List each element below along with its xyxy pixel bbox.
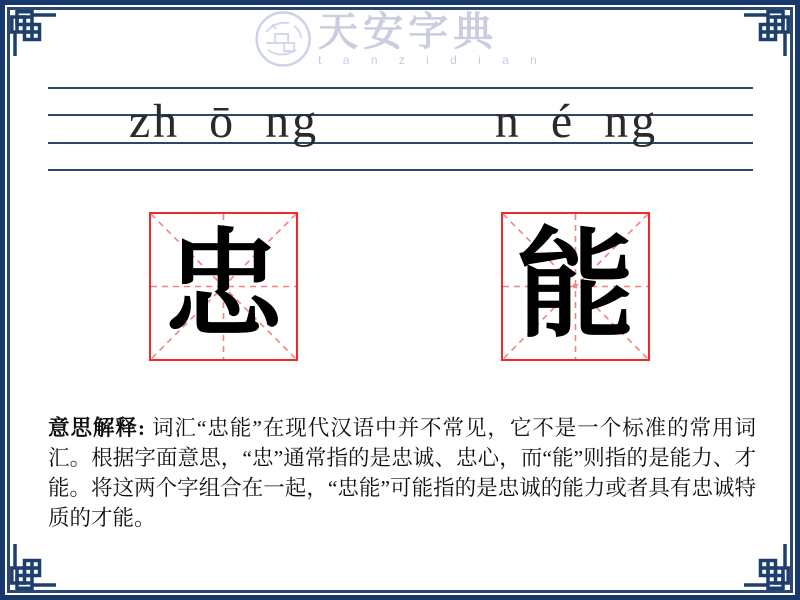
definition-text: 词汇“忠能”在现代汉语中并不常见，它不是一个标准的常用词汇。根据字面意思，“忠”通常指的是忠诚、忠心，而“能”则指的是能力、才能。将这两个字组合在一起，“忠能”可能指的是忠诚的能力或者具有忠诚特质的才能。 — [48, 416, 756, 530]
character-grid-neng — [501, 212, 650, 361]
logo-seal-icon — [254, 10, 312, 68]
character-grid-zhong — [149, 212, 298, 361]
brand-logo[interactable] — [254, 10, 546, 68]
ruling-line — [48, 169, 753, 171]
fret-corner-icon-top-right — [742, 10, 790, 58]
logo-text-block — [318, 11, 546, 67]
fret-corner-icon-bottom-right — [742, 542, 790, 590]
definition-paragraph — [48, 413, 756, 533]
pinyin-neng: n é ng — [494, 95, 659, 148]
fret-corner-icon-top-left — [10, 10, 58, 58]
ruling-line — [48, 87, 753, 89]
character-zhong: 忠 — [164, 221, 283, 352]
definition-label: 意思解释: — [48, 416, 146, 440]
brand-name: 天安字典 — [318, 9, 499, 54]
brand-romanized: t a n z i d i a n — [318, 53, 546, 67]
fret-corner-icon-bottom-left — [10, 542, 58, 590]
character-neng: 能 — [516, 221, 635, 352]
pinyin-zhong: zh ō ng — [128, 95, 320, 148]
